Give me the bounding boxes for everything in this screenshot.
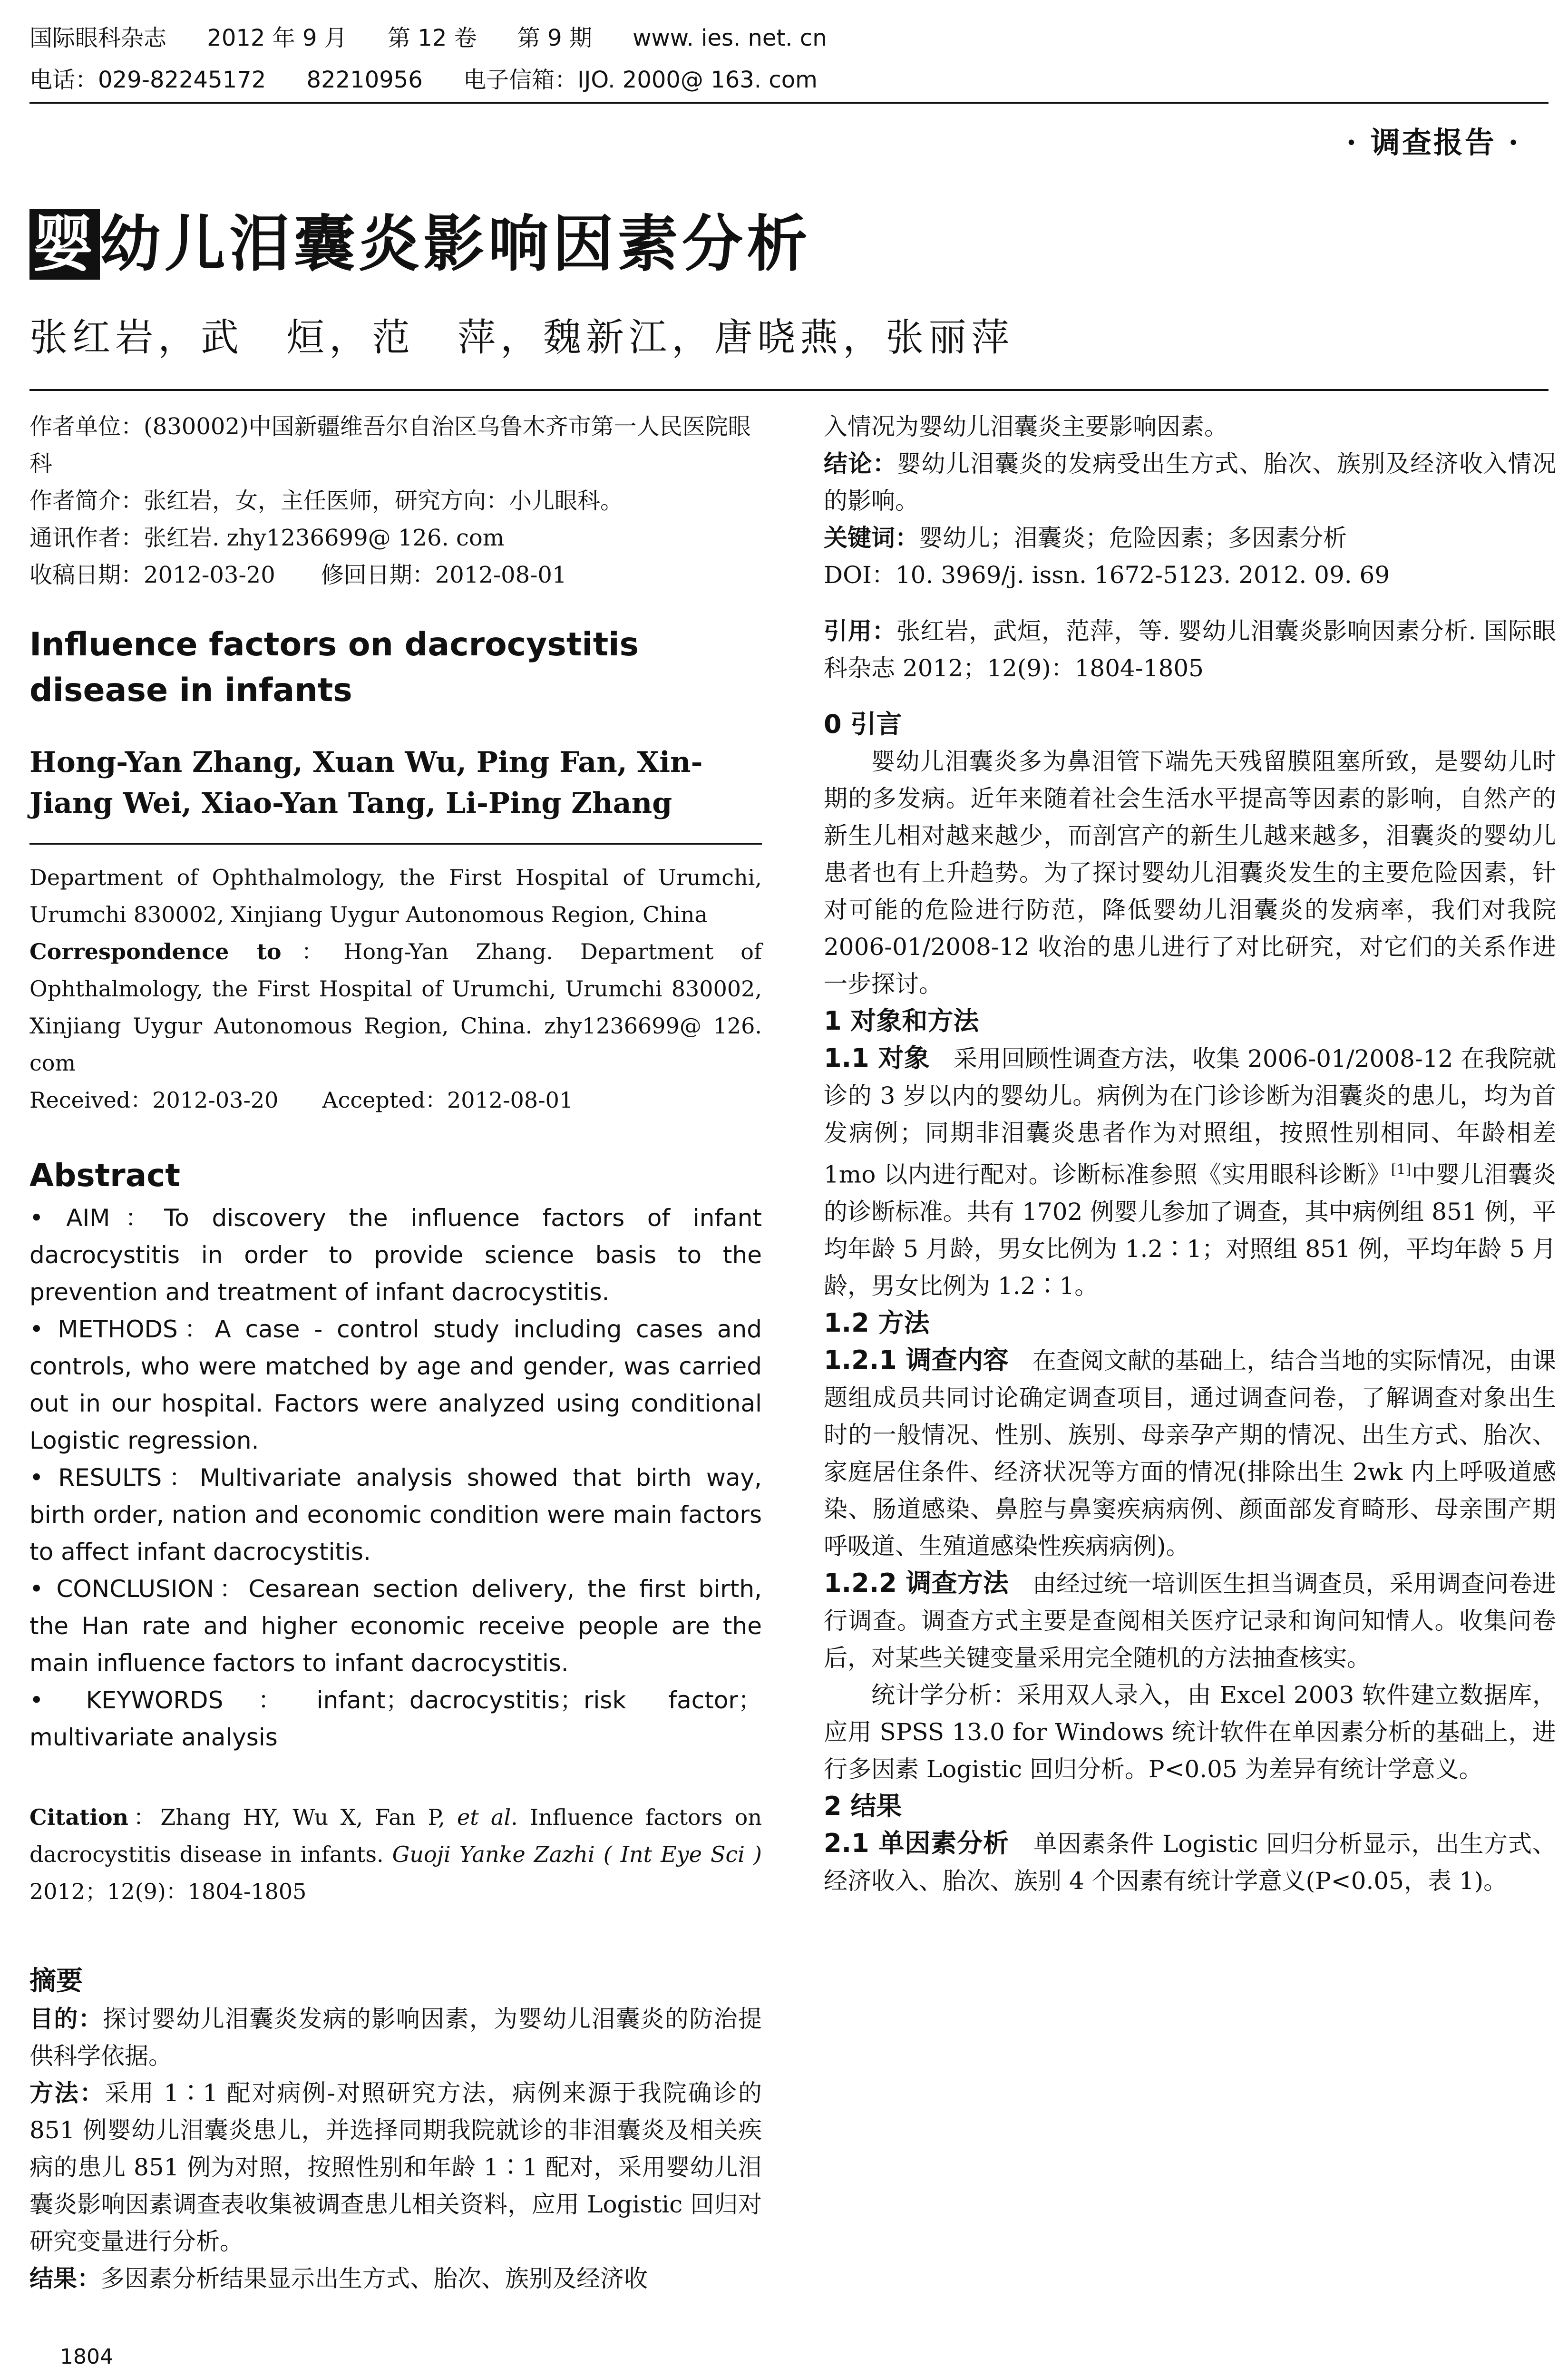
abstract-aim: • AIM：To discovery the influence factors of infant dacrocystitis in order to provide science basis to the prevention and treatment of infant dacrocystitis. (29, 1204, 762, 1306)
method-text: 采用 1∶1 配对病例-对照研究方法，病例来源于我院确诊的 851 例婴幼儿泪囊炎患儿，并选择同期我院就诊的非泪囊炎及相关疾病的患儿 851 例为对照，按照性别和年龄 1∶1 配对，采用婴幼儿泪囊炎影响因素调查表收集被调查患儿相关资料，应用 Logistic 回归对研究变量进行分析。 (29, 2079, 762, 2255)
result-text: 多因素分析结果显示出生方式、胎次、族别及经济收 (101, 2265, 648, 2292)
section-2-heading: 2 结果 (824, 1791, 902, 1821)
correspondence-text: ：Hong-Yan Zhang. Department of Ophthalmology, the First Hospital of Urumchi, Urumchi 830002, Xinjiang Uygur Autonomous Region, China. zhy1236699@ 126. com (29, 939, 762, 1076)
result-label: 结果： (29, 2264, 101, 2292)
section-2-1-text: 单因素条件 Logistic 回归分析显示，出生方式、经济收入、胎次、族别 4 个因素有统计学意义(P<0.05，表 1)。 (824, 1830, 1556, 1895)
journal-name: 国际眼科杂志 (29, 25, 167, 51)
statistics-paragraph: 统计学分析：采用双人录入，由 Excel 2003 软件建立数据库，应用 SPSS 13.0 for Windows 统计软件在单因素分析的基础上，进行多因素 Logistic 回归分析。P<0.05 为差异有统计学意义。 (824, 1681, 1556, 1783)
website: www. ies. net. cn (633, 25, 827, 51)
left-column (29, 408, 762, 2297)
reference-1: [1] (1391, 1161, 1412, 1178)
doi: DOI：10. 3969/j. issn. 1672-5123. 2012. 09. 69 (824, 561, 1390, 589)
conclusion-text: 婴幼儿泪囊炎的发病受出生方式、胎次、族别及经济收入情况的影响。 (824, 450, 1557, 515)
citation-part-2: . Influence factors on dacrocystitis disease in infants. (29, 1804, 762, 1867)
keywords-text: 婴幼儿；泪囊炎；危险因素；多因素分析 (919, 524, 1347, 552)
abstract-heading: Abstract (29, 1157, 180, 1194)
journal-header-line-1 (29, 24, 860, 52)
purpose-text: 探讨婴幼儿泪囊炎发病的影响因素，为婴幼儿泪囊炎的防治提供科学依据。 (29, 2005, 762, 2070)
section-1-2-heading: 1.2 方法 (824, 1307, 930, 1338)
section-0-heading: 0 引言 (824, 709, 902, 739)
section-1-2-2 (824, 1565, 1556, 1676)
spacer (824, 687, 1556, 706)
section-1-2-1-text: 在查阅文献的基础上，结合当地的实际情况，由课题组成员共同讨论确定调查项目，通过调查问卷，了解调查对象出生时的一般情况、性别、族别、母亲孕产期的情况、出生方式、胎次、家庭居住条件、经济状况等方面的情况(排除出生 2wk 内上呼吸道感染、肠道感染、鼻腔与鼻窦疾病病例、颜面部发育畸形、母亲围产期呼吸道、生殖道感染性疾病病例)。 (824, 1346, 1557, 1560)
citation-journal: Guoji Yanke Zazhi ( Int Eye Sci ) (392, 1841, 762, 1867)
cn-citation-label: 引用： (824, 617, 896, 645)
section-1-2-2-label: 1.2.2 调查方法 (824, 1568, 1009, 1598)
section-1-2-1-label: 1.2.1 调查内容 (824, 1344, 1009, 1375)
english-title: Influence factors on dacrocystitis disease in infants (29, 626, 639, 709)
abstract-conclusion: • CONCLUSION：Cesarean section delivery, the first birth, the Han rate and higher economic receive people are the main influence factors to infant dacrocystitis. (29, 1575, 762, 1677)
section-1-2-1 (824, 1342, 1556, 1565)
section-1-2-2-text: 由经过统一培训医生担当调查员，采用调查问卷进行调查。调查方式主要是查阅相关医疗记录和询问知情人。收集问卷后，对某些关键变量采用完全随机的方法抽查核实。 (824, 1569, 1557, 1672)
citation-part-1: ：Zhang HY, Wu X, Fan P, (128, 1804, 458, 1830)
zhaiyao-result-cont: 入情况为婴幼儿泪囊炎主要影响因素。 (824, 413, 1228, 440)
volume: 第 12 卷 (388, 25, 477, 51)
purpose-label: 目的： (29, 2005, 103, 2033)
section-1-1-text-a: 采用回顾性调查方法，收集 2006-01/2008-12 在我院就诊的 3 岁以内的婴幼儿。病例为在门诊诊断为泪囊炎的患儿，均为首发病例；同期非泪囊炎患者作为对照组，按照性别相同、年龄相差 1mo 以内进行配对。诊断标准参照《实用眼科诊断》 (824, 1045, 1556, 1188)
section-2-1-label: 2.1 单因素分析 (824, 1828, 1009, 1858)
author-bio: 作者简介：张红岩，女，主任医师，研究方向：小儿眼科。 (29, 487, 623, 514)
zhaiyao-purpose (29, 2000, 762, 2075)
correspondence-label: Correspondence to (29, 939, 282, 964)
keywords-label: 关键词： (824, 524, 919, 552)
citation-label: Citation (29, 1804, 128, 1830)
method-label: 方法： (29, 2079, 105, 2107)
affiliation: 作者单位：(830002)中国新疆维吾尔自治区乌鲁木齐市第一人民医院眼科 (29, 413, 751, 477)
journal-header-line-2 (29, 66, 851, 94)
zhaiyao-method (29, 2075, 762, 2260)
correspondence (29, 933, 762, 1081)
conclusion-label: 结论： (824, 449, 897, 477)
section-0-paragraph: 婴幼儿泪囊炎多为鼻泪管下端先天残留膜阻塞所致，是婴幼儿时期的多发病。近年来随着社会生活水平提高等因素的影响，自然产的新生儿相对越来越少，而剖宫产的新生儿越来越多，泪囊炎的婴幼儿患者也有上升趋势。为了探讨婴幼儿泪囊炎发生的主要危险因素，针对可能的危险进行防范，降低婴幼儿泪囊炎的发病率，我们对我院 2006-01/2008-12 收治的患儿进行了对比研究，对它们的关系作进一步探讨。 (824, 748, 1556, 998)
abstract-methods: • METHODS：A case - control study including cases and controls, who were matched by age and gender, was carried out in our hospital. Factors were analyzed using conditional Logistic regression. (29, 1315, 762, 1454)
citation (29, 1799, 762, 1910)
right-column (824, 408, 1556, 1900)
abstract-results: • RESULTS：Multivariate analysis showed that birth way, birth order, nation and economic condition were main factors to affect infant dacrocystitis. (29, 1464, 762, 1566)
cn-citation (824, 613, 1556, 687)
phone: 电话：029-82245172 (29, 67, 266, 93)
email: 电子信箱：IJO. 2000@ 163. com (463, 67, 818, 93)
title-rest: 幼儿泪囊炎影响因素分析 (100, 209, 812, 280)
english-affiliation: Department of Ophthalmology, the First Hospital of Urumchi, Urumchi 830002, Xinjiang Uygur Autonomous Region, China (29, 865, 762, 927)
zhaiyao-conclusion (824, 445, 1556, 519)
authors-cn: 张红岩，武 烜，范 萍，魏新江，唐晓燕，张丽萍 (29, 315, 1014, 360)
issue: 第 9 期 (517, 25, 592, 51)
section-1-1-label: 1.1 对象 (824, 1043, 930, 1073)
corresponding-author: 通讯作者：张红岩. zhy1236699@ 126. com (29, 525, 505, 551)
page-number: 1804 (60, 2345, 113, 2369)
section-1-heading: 1 对象和方法 (824, 1006, 979, 1036)
english-authors: Hong-Yan Zhang, Xuan Wu, Ping Fan, Xin-Jiang Wei, Xiao-Yan Tang, Li-Ping Zhang (29, 746, 703, 820)
received-accepted: Received：2012-03-20 Accepted：2012-08-01 (29, 1087, 574, 1113)
title-rule (29, 389, 1549, 391)
section-tag: · 调查报告 · (1346, 125, 1520, 160)
received-dates: 收稿日期：2012-03-20 修回日期：2012-08-01 (29, 562, 567, 588)
abstract-keywords: • KEYWORDS：infant；dacrocystitis；risk factor；multivariate analysis (29, 1686, 762, 1751)
cn-citation-text: 张红岩，武烜，范萍，等. 婴幼儿泪囊炎影响因素分析. 国际眼科杂志 2012；12(9)：1804-1805 (824, 617, 1557, 682)
section-1-1-text-b: 中婴儿泪囊炎的诊断标准。共有 1702 例婴儿参加了调查，其中病例组 851 例，平均年龄 5 月龄，男女比例为 1.2∶1；对照组 851 例，平均年龄 5 月龄，男女比例为 1.2∶1。 (824, 1160, 1557, 1300)
citation-etal: et al (457, 1804, 511, 1830)
phone-2: 82210956 (306, 67, 423, 93)
title-first-char: 婴 (29, 209, 100, 280)
header-rule (29, 102, 1549, 104)
zhaiyao-result (29, 2260, 762, 2297)
zhaiyao-heading: 摘要 (29, 1966, 83, 1997)
citation-part-3: 2012；12(9)：1804-1805 (29, 1879, 307, 1904)
section-2-1 (824, 1825, 1556, 1900)
section-1-1 (824, 1040, 1556, 1305)
keywords (824, 519, 1556, 556)
english-authors-rule (29, 843, 762, 845)
issue-date: 2012 年 9 月 (207, 25, 347, 51)
spacer (824, 594, 1556, 613)
article-title (29, 195, 811, 283)
